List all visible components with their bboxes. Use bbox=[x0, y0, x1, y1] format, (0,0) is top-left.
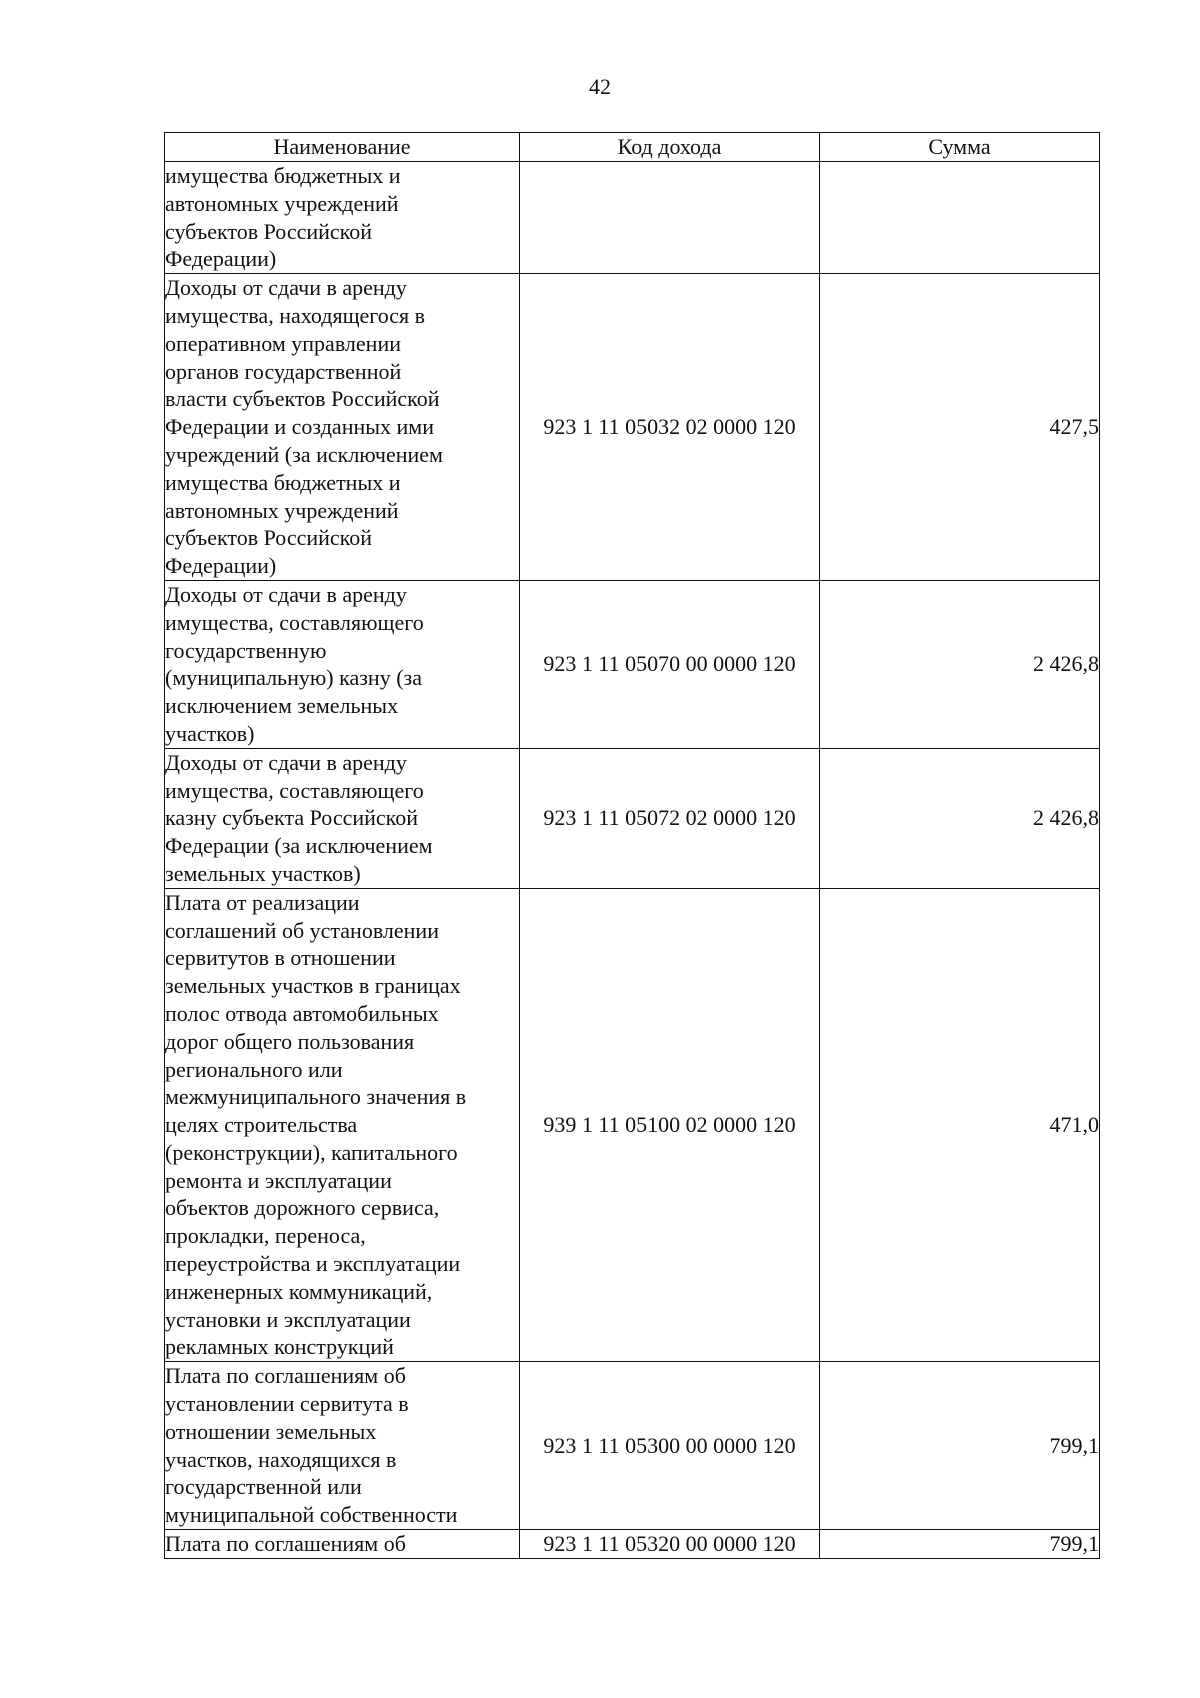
header-code: Код дохода bbox=[520, 133, 820, 162]
row-sum: 2 426,8 bbox=[820, 748, 1100, 888]
row-name-line: Федерации) bbox=[165, 246, 277, 272]
row-name-line: оперативном управлении bbox=[165, 330, 401, 356]
row-name-line: земельных участков) bbox=[165, 860, 361, 886]
row-sum: 427,5 bbox=[820, 274, 1100, 581]
table-row bbox=[165, 1362, 1100, 1530]
row-income-code: 923 1 11 05300 00 0000 120 bbox=[520, 1362, 820, 1530]
table-header-row bbox=[165, 133, 1100, 162]
income-table bbox=[164, 132, 1100, 1559]
row-name-line: (муниципальную) казну (за bbox=[165, 665, 422, 691]
row-name-line: субъектов Российской bbox=[165, 218, 373, 244]
table-row bbox=[165, 274, 1100, 581]
row-sum: 799,1 bbox=[820, 1362, 1100, 1530]
row-sum: 799,1 bbox=[820, 1530, 1100, 1559]
row-name-line: имущества, составляющего bbox=[165, 609, 424, 635]
row-name-cell bbox=[165, 888, 520, 1362]
row-name-line: соглашений об установлении bbox=[165, 917, 439, 943]
table-row bbox=[165, 162, 1100, 274]
row-name-line: целях строительства bbox=[165, 1112, 358, 1138]
row-name-line: полос отвода автомобильных bbox=[165, 1000, 439, 1026]
row-name-line: власти субъектов Российской bbox=[165, 386, 440, 412]
row-name-line: имущества, составляющего bbox=[165, 777, 424, 803]
row-name-line: Плата по соглашениям об bbox=[165, 1363, 406, 1389]
row-income-code: 923 1 11 05070 00 0000 120 bbox=[520, 580, 820, 748]
row-name-line: Федерации) bbox=[165, 553, 277, 579]
row-income-code bbox=[520, 162, 820, 274]
table-body bbox=[165, 162, 1100, 1559]
row-name-cell bbox=[165, 274, 520, 581]
row-name-cell bbox=[165, 1530, 520, 1559]
row-sum bbox=[820, 162, 1100, 274]
row-name-line: органов государственной bbox=[165, 358, 402, 384]
row-income-code: 923 1 11 05032 02 0000 120 bbox=[520, 274, 820, 581]
row-name-line: Федерации и созданных ими bbox=[165, 414, 434, 440]
row-name-line: земельных участков в границах bbox=[165, 973, 461, 999]
row-name-line: регионального или bbox=[165, 1056, 343, 1082]
row-sum: 471,0 bbox=[820, 888, 1100, 1362]
table-row bbox=[165, 888, 1100, 1362]
row-name-line: ремонта и эксплуатации bbox=[165, 1167, 392, 1193]
row-income-code: 923 1 11 05072 02 0000 120 bbox=[520, 748, 820, 888]
row-name-line: рекламных конструкций bbox=[165, 1334, 394, 1360]
header-name: Наименование bbox=[165, 133, 520, 162]
row-name-line: муниципальной собственности bbox=[165, 1502, 458, 1528]
row-name-line: межмуниципального значения в bbox=[165, 1084, 467, 1110]
row-name-line: Доходы от сдачи в аренду bbox=[165, 581, 407, 607]
row-name-line: отношении земельных bbox=[165, 1418, 377, 1444]
row-name-line: государственной или bbox=[165, 1474, 362, 1500]
row-name-line: имущества бюджетных и bbox=[165, 469, 401, 495]
row-name-line: Плата по соглашениям об bbox=[165, 1531, 406, 1557]
row-name-line: казну субъекта Российской bbox=[165, 805, 419, 831]
row-name-line: Доходы от сдачи в аренду bbox=[165, 275, 407, 301]
row-name-line: имущества бюджетных и bbox=[165, 163, 401, 188]
row-name-line: объектов дорожного сервиса, bbox=[165, 1195, 440, 1221]
header-sum: Сумма bbox=[820, 133, 1100, 162]
table-row bbox=[165, 1530, 1100, 1559]
row-income-code: 923 1 11 05320 00 0000 120 bbox=[520, 1530, 820, 1559]
row-sum: 2 426,8 bbox=[820, 580, 1100, 748]
row-name-line: (реконструкции), капитального bbox=[165, 1139, 458, 1165]
page-number: 42 bbox=[589, 74, 611, 99]
row-name-line: Федерации (за исключением bbox=[165, 833, 433, 859]
row-name-line: сервитутов в отношении bbox=[165, 945, 396, 971]
row-name-line: участков, находящихся в bbox=[165, 1446, 397, 1472]
row-name-line: Доходы от сдачи в аренду bbox=[165, 749, 407, 775]
row-name-cell bbox=[165, 748, 520, 888]
row-name-line: учреждений (за исключением bbox=[165, 441, 443, 467]
row-name-line: Плата от реализации bbox=[165, 889, 360, 915]
table-row bbox=[165, 580, 1100, 748]
row-name-line: государственную bbox=[165, 637, 327, 663]
row-name-line: автономных учреждений bbox=[165, 497, 399, 523]
row-name-line: имущества, находящегося в bbox=[165, 302, 426, 328]
row-name-line: дорог общего пользования bbox=[165, 1028, 415, 1054]
row-name-line: инженерных коммуникаций, bbox=[165, 1278, 433, 1304]
row-name-line: установки и эксплуатации bbox=[165, 1306, 411, 1332]
row-name-line: субъектов Российской bbox=[165, 525, 373, 551]
row-name-line: переустройства и эксплуатации bbox=[165, 1251, 461, 1277]
row-name-cell bbox=[165, 580, 520, 748]
table-row bbox=[165, 748, 1100, 888]
row-name-cell bbox=[165, 1362, 520, 1530]
row-name-line: исключением земельных bbox=[165, 693, 399, 719]
row-name-line: установлении сервитута в bbox=[165, 1391, 409, 1417]
row-name-cell bbox=[165, 162, 520, 274]
row-income-code: 939 1 11 05100 02 0000 120 bbox=[520, 888, 820, 1362]
row-name-line: автономных учреждений bbox=[165, 190, 399, 216]
row-name-line: участков) bbox=[165, 720, 255, 746]
row-name-line: прокладки, переноса, bbox=[165, 1223, 366, 1249]
